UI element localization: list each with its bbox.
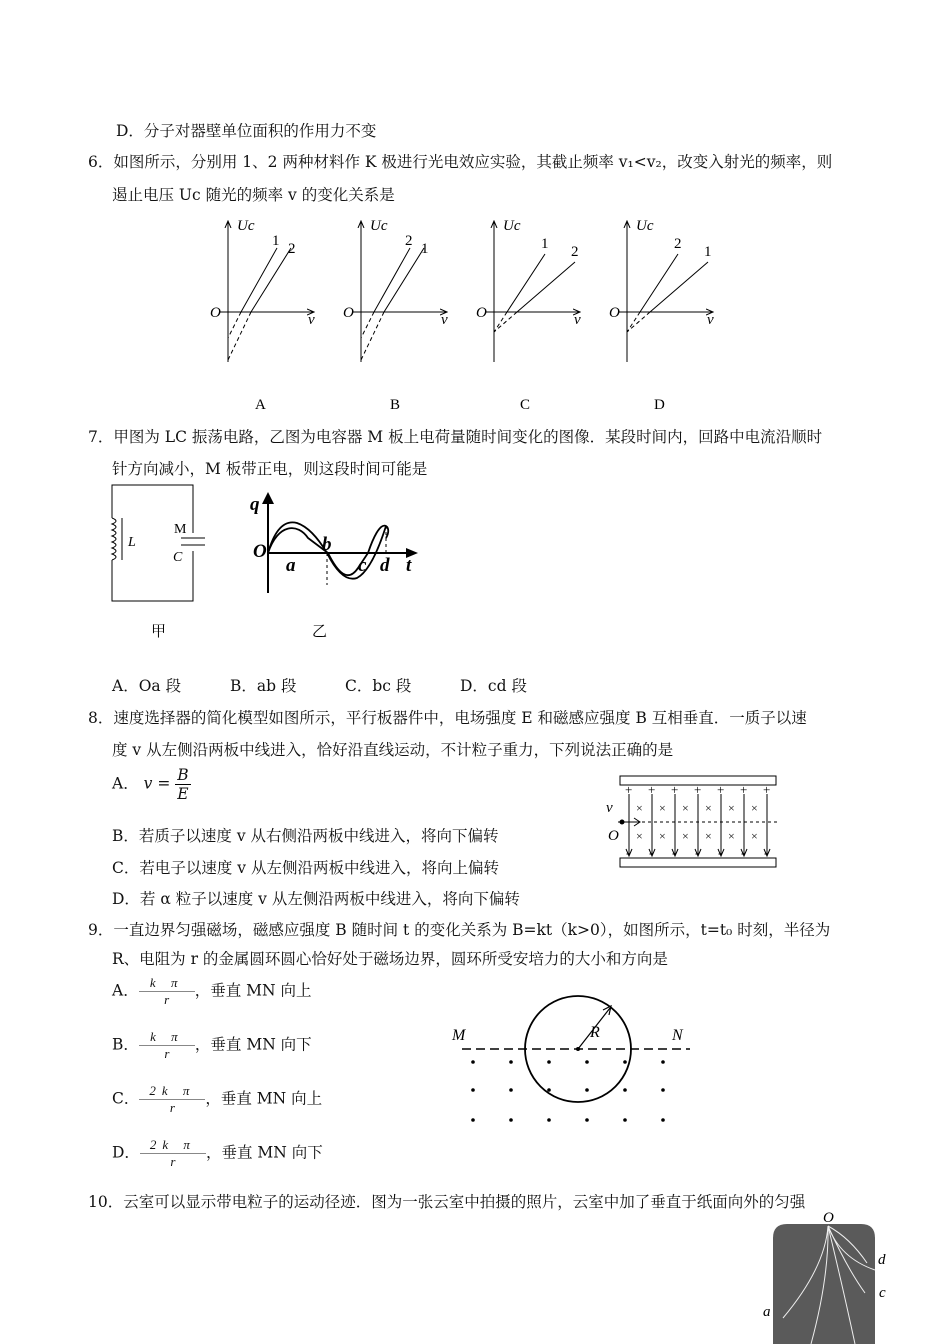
q9-field-dot xyxy=(623,1060,627,1064)
q8-stem-line2: 度 v 从左侧沿两板中线进入，恰好沿直线运动，不计粒子重力，下列说法正确的是 xyxy=(112,741,674,759)
q10-label-o: O xyxy=(823,1210,834,1226)
q9-option-b-label: B． xyxy=(112,1035,139,1054)
q9-field-dot xyxy=(623,1118,627,1122)
q7-wave-label-b: b xyxy=(322,534,332,555)
q9-option-c-tail: ，垂直 MN 向上 xyxy=(205,1089,323,1108)
q7-stem-line2: 针方向减小，M 板带正电，则这段时间可能是 xyxy=(112,460,428,478)
q6-graph-b-label-2: 2 xyxy=(405,233,413,249)
q6-graph-d xyxy=(609,218,714,413)
q8-option-d: D．若 α 粒子以速度 v 从左侧沿两板中线进入，将向下偏转 xyxy=(112,890,520,908)
q6-graph-a-label-2: 2 xyxy=(288,241,296,257)
q9-option-a-tail: ，垂直 MN 向上 xyxy=(194,981,312,1000)
q9-field-dot xyxy=(585,1088,589,1092)
q7-circuit-label-c: C xyxy=(173,550,183,565)
q8-cross-mark: × xyxy=(751,801,758,815)
q6-option-c: C xyxy=(520,397,531,413)
q8-option-a xyxy=(112,766,191,803)
q6-graph-a-origin: O xyxy=(210,305,221,321)
q10-label-d: d xyxy=(878,1252,886,1268)
q8-field-lines xyxy=(625,782,770,860)
q8-option-a-expr: v = xyxy=(143,774,171,793)
q9-field-dot xyxy=(623,1088,627,1092)
q9-label-m: M xyxy=(452,1027,466,1044)
q9-field-dot xyxy=(547,1088,551,1092)
q9-field-dot xyxy=(661,1088,665,1092)
q8-plus-sign: + xyxy=(717,782,725,797)
q9-option-b-fraction xyxy=(139,1029,195,1062)
q9-field-dot xyxy=(509,1088,513,1092)
q6-graph-d-yaxis: Uc xyxy=(636,218,654,234)
q6-graph-c-xaxis: v xyxy=(574,312,581,328)
q9-option-b xyxy=(112,1029,312,1062)
q9-option-a-fraction xyxy=(139,975,195,1008)
q9-option-c xyxy=(112,1083,322,1116)
q9-stem-line2: R、电阻为 r 的金属圆环圆心恰好处于磁场边界，圆环所受安培力的大小和方向是 xyxy=(112,950,668,968)
q8-stem-line1: 8．速度选择器的简化模型如图所示，平行板器件中，电场强度 E 和磁感应强度 B 互相垂直．一质子以速 xyxy=(88,709,807,727)
q7-circuit-label-m: M xyxy=(174,522,187,537)
q9-field-dot xyxy=(661,1060,665,1064)
q9-option-d-tail: ，垂直 MN 向下 xyxy=(205,1143,323,1162)
q10-label-c: c xyxy=(879,1285,886,1301)
q9-field-dot xyxy=(585,1118,589,1122)
q8-minus-sign: - xyxy=(718,845,723,860)
q7-wave xyxy=(250,492,418,593)
q8-cross-mark: × xyxy=(728,829,735,843)
q6-option-a: A xyxy=(255,397,266,413)
q8-velocity-selector-figure xyxy=(600,772,785,872)
q7-wave-label-t: t xyxy=(406,555,412,576)
q9-option-b-tail: ，垂直 MN 向下 xyxy=(194,1035,312,1054)
q8-option-a-num: B xyxy=(177,766,189,784)
q8-label-v: v xyxy=(606,800,613,816)
q9-field-dot xyxy=(471,1060,475,1064)
q8-cross-mark: × xyxy=(705,829,712,843)
q7-option-d: D．cd 段 xyxy=(460,677,527,695)
q8-minus-sign: - xyxy=(649,845,654,860)
q7-circuit xyxy=(106,485,205,640)
q8-plus-sign: + xyxy=(671,782,679,797)
q8-option-a-label: A． xyxy=(112,774,139,793)
q8-cross-mark: × xyxy=(682,829,689,843)
q8-cross-mark: × xyxy=(705,801,712,815)
q9-option-b-den: r xyxy=(164,1046,170,1061)
q10-label-a: a xyxy=(763,1304,771,1320)
q8-plus-sign: + xyxy=(740,782,748,797)
q6-graph-a-xaxis: v xyxy=(308,312,315,328)
q9-field-dot xyxy=(585,1060,589,1064)
q7-wave-label-c: c xyxy=(358,555,367,576)
q7-wave-label-q: q xyxy=(250,494,260,515)
q6-graph-a-label-1: 1 xyxy=(272,233,280,249)
q8-cross-mark: × xyxy=(636,801,643,815)
q9-option-c-fraction xyxy=(139,1083,205,1116)
q9-field-dot xyxy=(471,1118,475,1122)
q9-field-dots xyxy=(471,1060,665,1122)
q8-plus-sign: + xyxy=(694,782,702,797)
q8-option-b: B．若质子以速度 v 从右侧沿两板中线进入，将向下偏转 xyxy=(112,827,499,845)
q6-option-d: D xyxy=(654,397,665,413)
q9-option-c-num: 2k π xyxy=(139,1083,205,1100)
q8-option-a-fraction xyxy=(175,766,190,803)
q9-option-c-label: C． xyxy=(112,1089,140,1108)
q6-graph-b xyxy=(343,218,448,413)
q8-plus-sign: + xyxy=(763,782,771,797)
q7-circuit-label-l: L xyxy=(128,535,136,550)
q9-option-d-num: 2k π xyxy=(140,1137,206,1154)
q8-plus-sign: + xyxy=(648,782,656,797)
q8-minus-sign: - xyxy=(695,845,700,860)
q9-option-d-fraction xyxy=(140,1137,206,1170)
q8-minus-sign: - xyxy=(672,845,677,860)
q8-option-a-den: E xyxy=(177,785,189,803)
q9-field-dot xyxy=(547,1060,551,1064)
q6-graph-c-origin: O xyxy=(476,305,487,321)
q9-option-a-label: A． xyxy=(112,981,139,1000)
q6-graph-a xyxy=(210,218,315,413)
q9-field-dot xyxy=(509,1118,513,1122)
q6-graph-c-yaxis: Uc xyxy=(503,218,521,234)
q7-caption-jia: 甲 xyxy=(151,624,167,640)
q7-wave-label-o: O xyxy=(253,541,267,562)
q6-option-b: B xyxy=(390,397,401,413)
q9-ring-figure xyxy=(440,990,700,1140)
q8-cross-mark: × xyxy=(728,801,735,815)
q6-graph-d-label-1: 1 xyxy=(704,244,712,260)
q7-caption-yi: 乙 xyxy=(312,624,328,640)
q7-stem-line1: 7．甲图为 LC 振荡电路，乙图为电容器 M 板上电荷量随时间变化的图像．某段时间内，回路中电流沿顺时 xyxy=(88,428,823,446)
q7-option-c: C．bc 段 xyxy=(345,677,412,695)
q7-option-a: A．Oa 段 xyxy=(112,677,182,695)
q7-wave-label-d: d xyxy=(380,555,390,576)
q6-graph-c-label-2: 2 xyxy=(571,244,579,260)
q6-graph-b-label-1: 1 xyxy=(421,241,429,257)
q7-wave-label-a: a xyxy=(286,555,296,576)
q9-option-a xyxy=(112,975,312,1008)
q9-field-dot xyxy=(509,1060,513,1064)
q9-field-dot xyxy=(547,1118,551,1122)
q8-cross-mark: × xyxy=(659,829,666,843)
q10-cloud-chamber-photo xyxy=(755,1208,905,1344)
q8-label-o: O xyxy=(608,828,619,844)
q9-option-a-den: r xyxy=(164,992,170,1007)
q8-cross-mark: × xyxy=(636,829,643,843)
q9-option-c-den: r xyxy=(169,1100,175,1115)
q10-stem-line1: 10．云室可以显示带电粒子的运动径迹．图为一张云室中拍摄的照片，云室中加了垂直于纸面向外的匀强 xyxy=(88,1193,806,1211)
q9-label-r: R xyxy=(590,1024,600,1041)
q9-option-d-label: D． xyxy=(112,1143,140,1162)
q9-label-n: N xyxy=(672,1027,683,1044)
q9-option-a-num: k π xyxy=(139,975,195,992)
q8-option-c: C．若电子以速度 v 从左侧沿两板中线进入，将向上偏转 xyxy=(112,859,499,877)
q8-minus-sign: - xyxy=(741,845,746,860)
q6-graph-b-origin: O xyxy=(343,305,354,321)
q8-cross-mark: × xyxy=(751,829,758,843)
q6-graph-c xyxy=(476,218,581,413)
q7-option-b: B．ab 段 xyxy=(230,677,297,695)
q8-cross-mark: × xyxy=(659,801,666,815)
q9-option-d-den: r xyxy=(170,1154,176,1169)
q6-stem-line2: 遏止电压 Uc 随光的频率 v 的变化关系是 xyxy=(112,186,395,204)
q5-option-d: D．分子对器壁单位面积的作用力不变 xyxy=(116,122,377,140)
q6-graph-a-yaxis: Uc xyxy=(237,218,255,234)
q6-stem-line1: 6．如图所示，分别用 1、2 两种材料作 K 极进行光电效应实验，其截止频率 v₁<v₂，改变入射光的频率，则 xyxy=(88,153,833,171)
q6-graph-c-label-1: 1 xyxy=(541,236,549,252)
q6-graph-d-label-2: 2 xyxy=(674,236,682,252)
q8-minus-sign: - xyxy=(626,845,631,860)
q6-graph-b-xaxis: v xyxy=(441,312,448,328)
q8-cross-mark: × xyxy=(682,801,689,815)
q9-field-dot xyxy=(661,1118,665,1122)
q8-plus-sign: + xyxy=(625,782,633,797)
q7-figures xyxy=(100,478,430,648)
q9-stem-line1: 9．一直边界匀强磁场，磁感应强度 B 随时间 t 的变化关系为 B=kt（k>0），如图所示，t=t₀ 时刻，半径为 xyxy=(88,921,831,939)
q9-option-b-num: k π xyxy=(139,1029,195,1046)
q6-graph-d-origin: O xyxy=(609,305,620,321)
q9-field-dot xyxy=(471,1088,475,1092)
q6-graph-b-yaxis: Uc xyxy=(370,218,388,234)
q6-graphs xyxy=(195,210,735,415)
q9-option-d xyxy=(112,1137,323,1170)
q6-graph-d-xaxis: v xyxy=(707,312,714,328)
q8-minus-sign: - xyxy=(764,845,769,860)
